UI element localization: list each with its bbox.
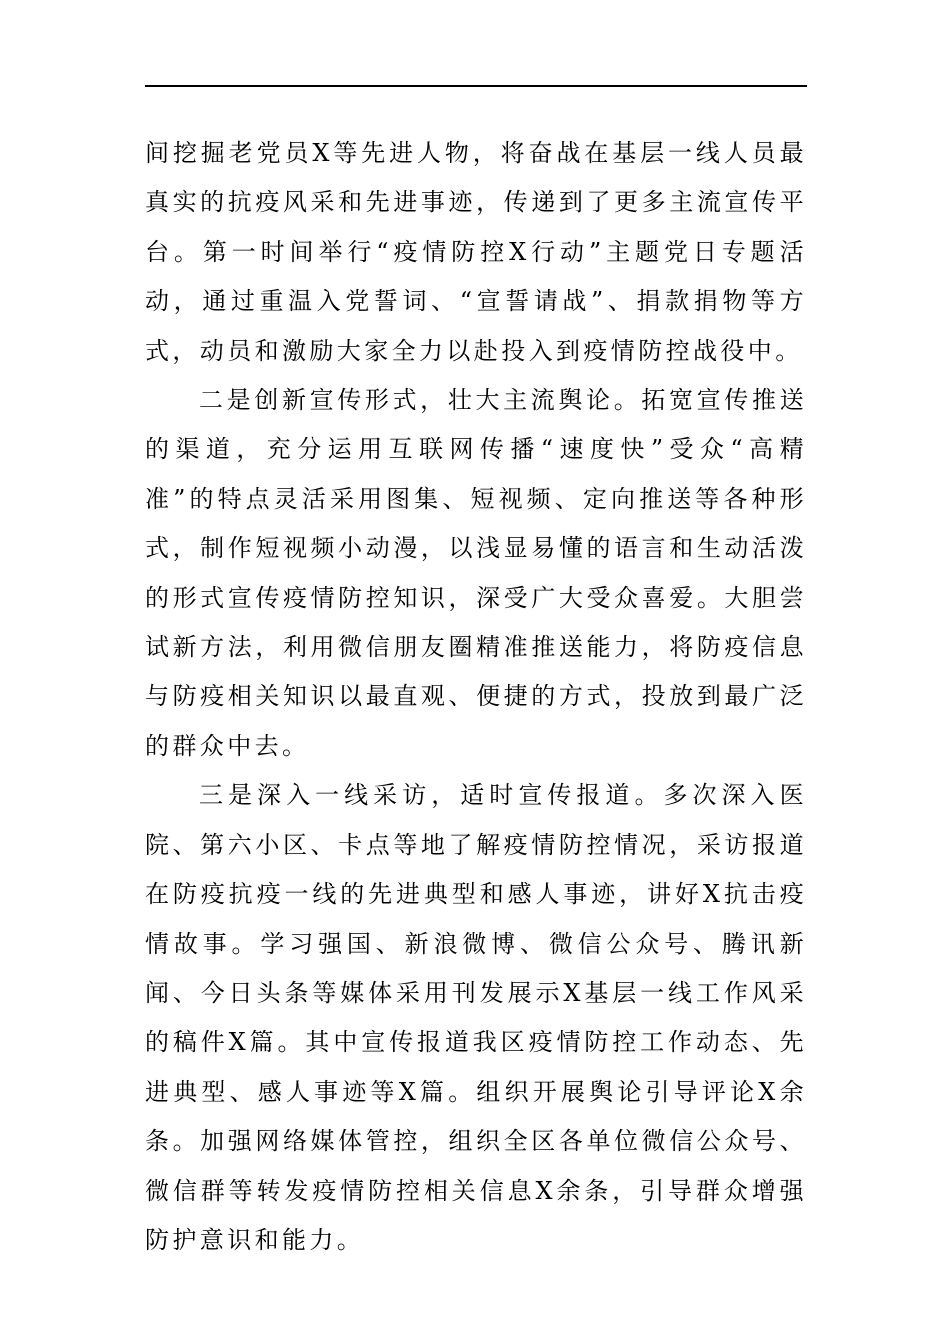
paragraph-3: 三是深入一线采访，适时宣传报道。多次深入医院、第六小区、卡点等地了解疫情防控情况，采访报道在防疫抗疫一线的先进典型和感人事迹，讲好X抗击疫情故事。学习强国、新浪微博、微信公众号、腾讯新闻、今日头条等媒体采用刊发展示X基层一线工作风采的稿件X篇。其中宣传报道我区疫情防控工作动态、先进典型、感人事迹等X篇。组织开展舆论引导评论X余条。加强网络媒体管控，组织全区各单位微信公众号、微信群等转发疫情防控相关信息X余条，引导群众增强防护意识和能力。 [145,781,807,1254]
document-body [145,129,807,1265]
paragraph-1: 间挖掘老党员X等先进人物，将奋战在基层一线人员最真实的抗疫风采和先进事迹，传递到了更多主流宣传平台。第一时间举行“疫情防控X行动”主题党日专题活动，通过重温入党誓词、“宣誓请战”、捐款捐物等方式，动员和激励大家全力以赴投入到疫情防控战役中。 [145,139,807,365]
header-rule [145,85,807,87]
paragraph-2: 二是创新宣传形式，壮大主流舆论。拓宽宣传推送的渠道，充分运用互联网传播“速度快”受众“高精准”的特点灵活采用图集、短视频、定向推送等各种形式，制作短视频小动漫，以浅显易懂的语言和生动活泼的形式宣传疫情防控知识，深受广大受众喜爱。大胆尝试新方法，利用微信朋友圈精准推送能力，将防疫信息与防疫相关知识以最直观、便捷的方式，投放到最广泛的群众中去。 [145,386,807,760]
